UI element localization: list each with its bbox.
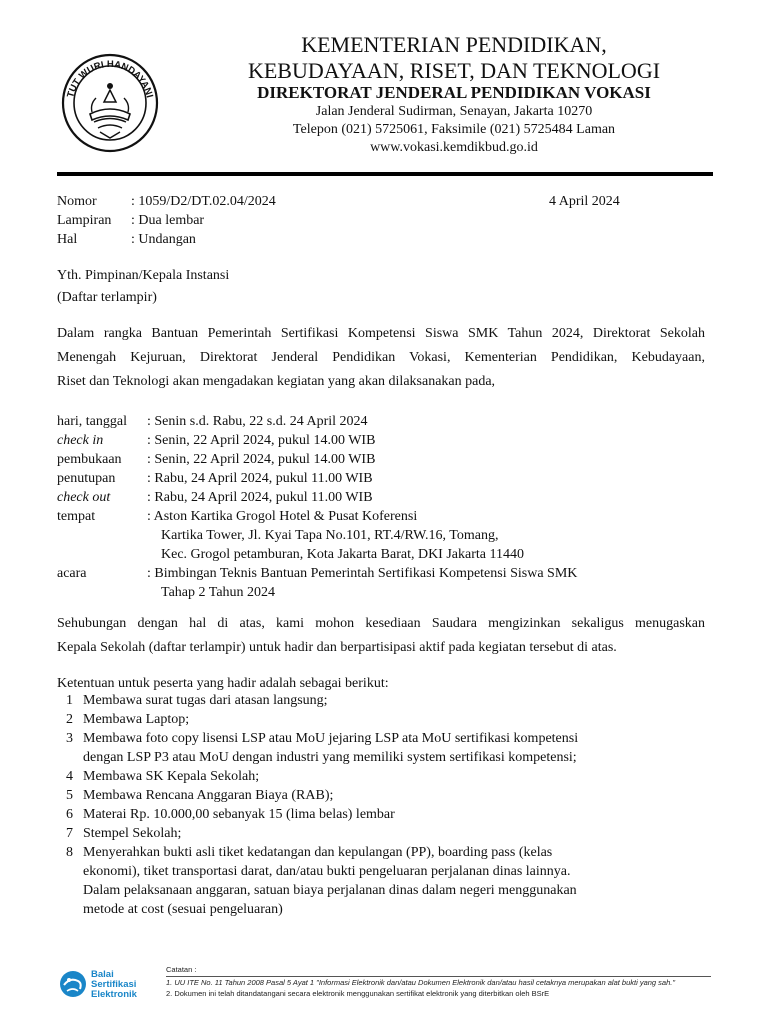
ministry-name-line2: KEBUDAYAAN, RISET, DAN TEKNOLOGI <box>247 58 661 83</box>
nomor-label: Nomor <box>57 194 97 209</box>
item-number: 1 <box>66 693 73 708</box>
schedule-label: hari, tanggal <box>57 414 127 429</box>
item-text: Materai Rp. 10.000,00 sebanyak 15 (lima belas) lembar <box>83 807 395 822</box>
recipient-line1: Yth. Pimpinan/Kepala Instansi <box>57 268 230 283</box>
schedule-value: : Senin s.d. Rabu, 22 s.d. 24 April 2024 <box>147 414 368 429</box>
bsre-globe-icon <box>58 969 88 999</box>
schedule-value: : Rabu, 24 April 2024, pukul 11.00 WIB <box>147 490 373 505</box>
schedule-label: check in <box>57 433 104 448</box>
intro-line3: Riset dan Teknologi akan mengadakan kegiatan yang akan dilaksanakan pada, <box>57 374 496 389</box>
letter-date: 4 April 2024 <box>549 194 620 209</box>
directorate-name: DIREKTORAT JENDERAL PENDIDIKAN VOKASI <box>257 83 651 102</box>
footer-note-2: 2. Dokumen ini telah ditandatangani secara elektronik menggunakan sertifikat elektronik yang diterbitkan oleh BSrE <box>166 989 550 998</box>
item-text: ekonomi), tiket transportasi darat, dan/atau bukti pengeluaran perjalanan dinas lainnya. <box>83 864 571 879</box>
catatan-label: Catatan : <box>166 965 197 974</box>
ministry-name-line1: KEMENTERIAN PENDIDIKAN, <box>301 32 607 57</box>
lampiran-label: Lampiran <box>57 213 112 228</box>
schedule-label: check out <box>57 490 111 505</box>
item-text: dengan LSP P3 atau MoU dengan industri yang memiliki system sertifikasi kompetensi; <box>83 750 577 765</box>
schedule-value: : Bimbingan Teknis Bantuan Pemerintah Sertifikasi Kompetensi Siswa SMK <box>147 566 578 581</box>
hal-value: : Undangan <box>131 232 196 247</box>
website-link[interactable]: www.vokasi.kemdikbud.go.id <box>370 140 538 155</box>
item-number: 4 <box>66 769 73 784</box>
schedule-value: : Senin, 22 April 2024, pukul 14.00 WIB <box>147 452 376 467</box>
schedule-value: Tahap 2 Tahun 2024 <box>161 585 276 600</box>
bsre-line1: Balai <box>91 969 114 980</box>
tut-wuri-handayani-emblem-icon <box>60 52 160 154</box>
intro-line2: Menengah Kejuruan, Direktorat Jenderal Pendidikan Vokasi, Kementerian Pendidikan, Kebudayaan, <box>57 350 705 365</box>
item-text: Membawa foto copy lisensi LSP atau MoU jejaring LSP ata MoU sertifikasi kompetensi <box>83 731 579 746</box>
footer-rule <box>166 976 711 977</box>
header-divider <box>57 172 713 176</box>
footer-note-1: 1. UU ITE No. 11 Tahun 2008 Pasal 5 Ayat 1 "Informasi Elektronik dan/atau Dokumen Elektronik dan/atau hasil cetaknya merupakan alat bukti yang sah." <box>166 978 676 987</box>
intro-paragraph <box>57 322 705 394</box>
emblem-text: TUT WURI HANDAYANI <box>65 58 155 99</box>
schedule-value: : Senin, 22 April 2024, pukul 14.00 WIB <box>147 433 376 448</box>
lampiran-value: : Dua lembar <box>131 213 205 228</box>
nomor-value: : 1059/D2/DT.02.04/2024 <box>131 194 276 209</box>
recipient-line2: (Daftar terlampir) <box>57 290 157 305</box>
requirements-list <box>57 692 717 932</box>
item-text: Menyerahkan bukti asli tiket kedatangan dan kepulangan (PP), boarding pass (kelas <box>83 845 553 860</box>
schedule-value: : Aston Kartika Grogol Hotel & Pusat Koferensi <box>147 509 418 524</box>
phone-fax: Telepon (021) 5725061, Faksimile (021) 5725484 Laman <box>292 122 616 137</box>
bsre-line3: Elektronik <box>91 989 137 1000</box>
schedule-table <box>57 413 717 603</box>
hal-label: Hal <box>57 232 78 247</box>
item-number: 5 <box>66 788 73 803</box>
item-text: metode at cost (sesuai pengeluaran) <box>83 902 283 917</box>
item-text: Dalam pelaksanaan anggaran, satuan biaya perjalanan dinas dalam negeri menggunakan <box>83 883 577 898</box>
schedule-value: : Rabu, 24 April 2024, pukul 11.00 WIB <box>147 471 373 486</box>
schedule-label: penutupan <box>57 471 116 486</box>
item-text: Membawa SK Kepala Sekolah; <box>83 769 260 784</box>
item-number: 3 <box>66 731 73 746</box>
request-line1: Sehubungan dengan hal di atas, kami mohon kesediaan Saudara mengizinkan sekaligus menugaskan <box>57 616 705 631</box>
footer <box>56 965 716 1015</box>
item-number: 2 <box>66 712 73 727</box>
address: Jalan Jenderal Sudirman, Senayan, Jakarta 10270 <box>315 104 593 119</box>
item-text: Membawa Rencana Anggaran Biaya (RAB); <box>83 788 334 803</box>
item-number: 6 <box>66 807 73 822</box>
item-text: Stempel Sekolah; <box>83 826 182 841</box>
bsre-line2: Sertifikasi <box>91 979 137 990</box>
schedule-label: acara <box>57 566 87 581</box>
intro-line1: Dalam rangka Bantuan Pemerintah Sertifikasi Kompetensi Siswa SMK Tahun 2024, Direktorat Sekolah <box>57 326 705 341</box>
schedule-value: Kec. Grogol petamburan, Kota Jakarta Barat, DKI Jakarta 11440 <box>161 547 524 562</box>
schedule-label: pembukaan <box>57 452 122 467</box>
schedule-value: Kartika Tower, Jl. Kyai Tapa No.101, RT.4/RW.16, Tomang, <box>161 528 499 543</box>
request-line2: Kepala Sekolah (daftar terlampir) untuk hadir dan berpartisipasi aktif pada kegiatan tersebut di atas. <box>57 640 617 655</box>
schedule-label: tempat <box>57 509 96 524</box>
item-text: Membawa Laptop; <box>83 712 190 727</box>
svg-text:TUT WURI HANDAYANI <box>65 59 155 99</box>
item-number: 8 <box>66 845 73 860</box>
request-paragraph <box>57 612 705 660</box>
item-text: Membawa surat tugas dari atasan langsung; <box>83 693 328 708</box>
item-number: 7 <box>66 826 73 841</box>
requirements-heading: Ketentuan untuk peserta yang hadir adalah sebagai berikut: <box>57 676 389 691</box>
